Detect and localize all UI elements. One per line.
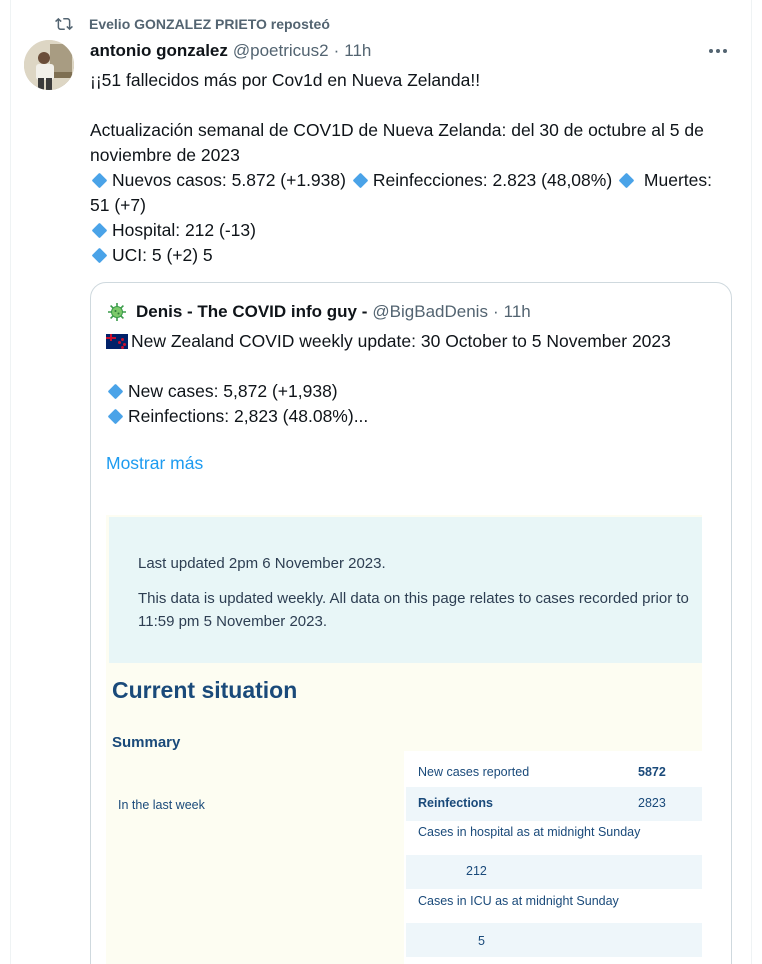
separator-dot: · — [333, 41, 340, 60]
tweet-hospital: Hospital: 212 (-13) — [112, 220, 256, 240]
in-last-week-label: In the last week — [118, 798, 205, 812]
diamond-icon — [92, 173, 108, 189]
table-row — [406, 923, 702, 957]
icu-label: Cases in ICU as at midnight Sunday — [418, 894, 619, 908]
diamond-icon — [619, 173, 635, 189]
quoted-author-handle[interactable]: @BigBadDenis — [372, 302, 488, 321]
last-updated-text: Last updated 2pm 6 November 2023. — [138, 555, 386, 572]
tweet-card[interactable] — [10, 0, 752, 964]
author-name[interactable]: antonio gonzalez — [90, 41, 228, 60]
tweet-headline: ¡¡51 fallecidos más por Cov1d en Nueva Zelanda!! — [90, 70, 481, 90]
reinfections-value: 2823 — [638, 796, 666, 810]
quoted-author-name[interactable]: Denis - The COVID info guy - — [136, 302, 368, 321]
embedded-image[interactable] — [106, 515, 702, 964]
tweet-header — [90, 40, 741, 62]
tweet-reinfections: Reinfecciones: 2.823 (48,08%) — [372, 170, 613, 190]
repost-text[interactable]: Evelio GONZALEZ PRIETO reposteó — [89, 16, 330, 32]
new-cases-label: New cases reported — [418, 765, 530, 779]
quoted-line1: New Zealand COVID weekly update: 30 October to 5 November 2023 — [131, 331, 671, 351]
table-row — [406, 889, 702, 923]
diamond-icon — [92, 223, 108, 239]
current-situation-heading: Current situation — [112, 677, 298, 703]
diamond-icon — [108, 409, 124, 425]
quoted-reinfections: Reinfections: 2,823 (48.08%)... — [128, 406, 369, 426]
show-more-link[interactable]: Mostrar más — [106, 453, 204, 473]
avatar[interactable] — [24, 40, 74, 90]
data-note-text: This data is updated weekly. All data on this page relates to cases recorded prior to 11:59 pm 5 November 2023. — [138, 590, 689, 630]
repost-indicator — [55, 14, 330, 34]
diamond-icon — [92, 248, 108, 264]
nz-flag-icon — [106, 334, 128, 349]
reinfections-label: Reinfections — [418, 796, 494, 810]
avatar-photo — [24, 40, 74, 90]
table-row — [406, 761, 702, 787]
more-icon — [708, 48, 728, 54]
tweet-text — [90, 68, 730, 268]
new-cases-value: 5872 — [638, 765, 666, 779]
diamond-icon — [108, 384, 124, 400]
quoted-tweet[interactable] — [90, 282, 732, 964]
icu-value: 5 — [478, 934, 485, 948]
quoted-new-cases: New cases: 5,872 (+1,938) — [128, 381, 338, 401]
author-handle[interactable]: @poetricus2 — [232, 41, 329, 60]
summary-heading: Summary — [112, 734, 181, 751]
tweet-icu: UCI: 5 (+2) 5 — [112, 245, 213, 265]
more-options-button[interactable] — [705, 40, 731, 62]
tweet-intro: Actualización semanal de COV1D de Nueva Zelanda: del 30 de octubre al 5 de noviembre de 2023 — [90, 120, 709, 165]
repost-icon — [55, 15, 73, 33]
table-row — [406, 787, 702, 821]
table-row — [406, 855, 702, 889]
diamond-icon — [353, 173, 369, 189]
update-info-box — [109, 517, 702, 663]
tweet-time[interactable]: 11h — [344, 41, 372, 60]
hospital-label: Cases in hospital as at midnight Sunday — [418, 825, 641, 839]
quoted-tweet-text — [106, 329, 706, 429]
quoted-tweet-time[interactable]: 11h — [503, 302, 531, 321]
tweet-deaths: Muertes: 51 (+7) — [90, 170, 717, 215]
separator-dot: · — [492, 302, 499, 321]
quoted-tweet-header — [106, 301, 531, 323]
virus-icon — [106, 301, 128, 323]
hospital-value: 212 — [466, 864, 487, 878]
tweet-new-cases: Nuevos casos: 5.872 (+1.938) — [112, 170, 346, 190]
